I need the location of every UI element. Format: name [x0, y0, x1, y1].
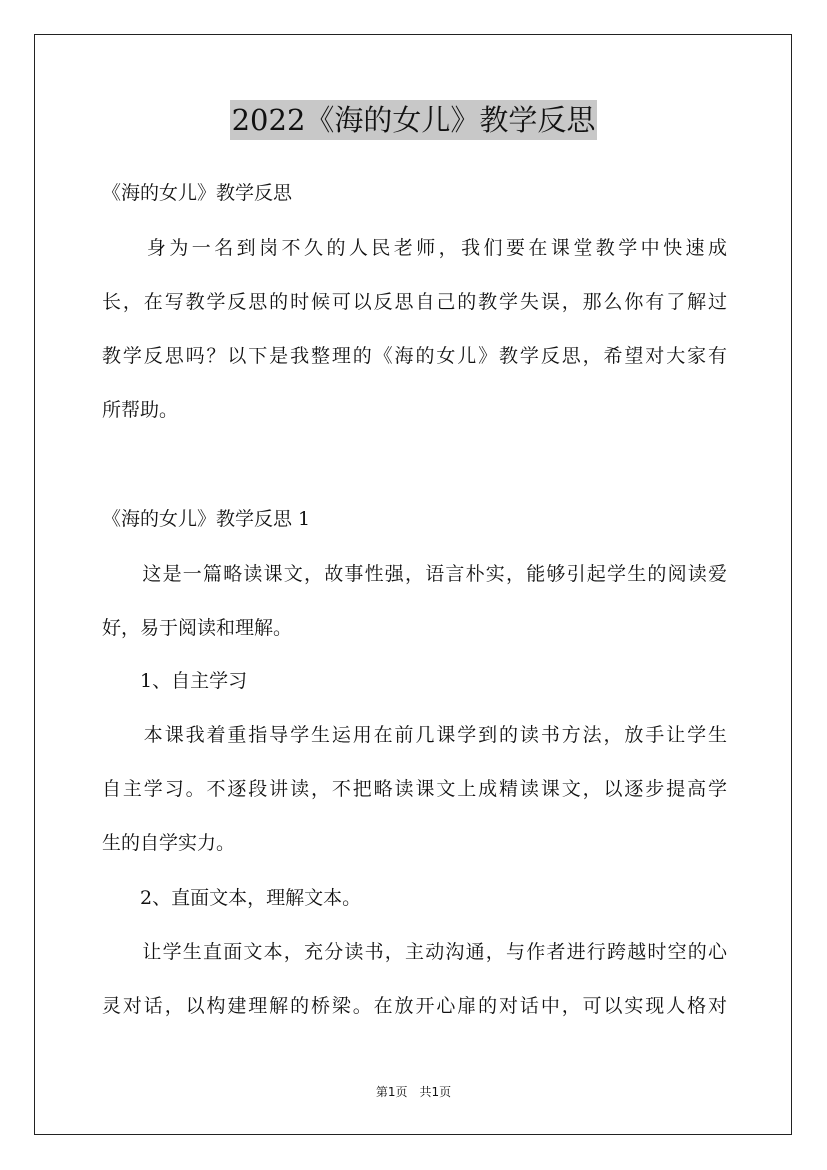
body-line: 好，易于阅读和理解。: [102, 617, 293, 639]
body-line: 2、直面文本，理解文本。: [102, 887, 362, 909]
intro-line: 身为一名到岗不久的人民老师，我们要在课堂教学中快速成: [102, 237, 727, 259]
document-subtitle: 《海的女儿》教学反思: [102, 182, 293, 204]
intro-line: 长，在写教学反思的时候可以反思自己的教学失误，那么你有了解过: [102, 291, 727, 313]
body-line: 自主学习。不逐段讲读，不把略读课文上成精读课文，以逐步提高学: [102, 778, 727, 800]
body-line: 灵对话，以构建理解的桥梁。在放开心扉的对话中，可以实现人格对: [102, 995, 727, 1017]
section-heading: 《海的女儿》教学反思 1: [102, 508, 311, 530]
body-line: 这是一篇略读课文，故事性强，语言朴实，能够引起学生的阅读爱: [102, 563, 727, 585]
body-line: 本课我着重指导学生运用在前几课学到的读书方法，放手让学生: [102, 724, 727, 746]
intro-line: 教学反思吗？以下是我整理的《海的女儿》教学反思，希望对大家有: [102, 345, 727, 367]
document-title: 2022《海的女儿》教学反思: [230, 100, 598, 140]
body-line: 1、自主学习: [102, 670, 248, 692]
intro-line: 所帮助。: [102, 399, 179, 421]
page-number-footer: 第1页 共1页: [375, 1085, 452, 1099]
title-container: [0, 100, 827, 140]
body-line: 生的自学实力。: [102, 832, 236, 854]
body-line: 让学生直面文本，充分读书，主动沟通，与作者进行跨越时空的心: [102, 941, 727, 963]
